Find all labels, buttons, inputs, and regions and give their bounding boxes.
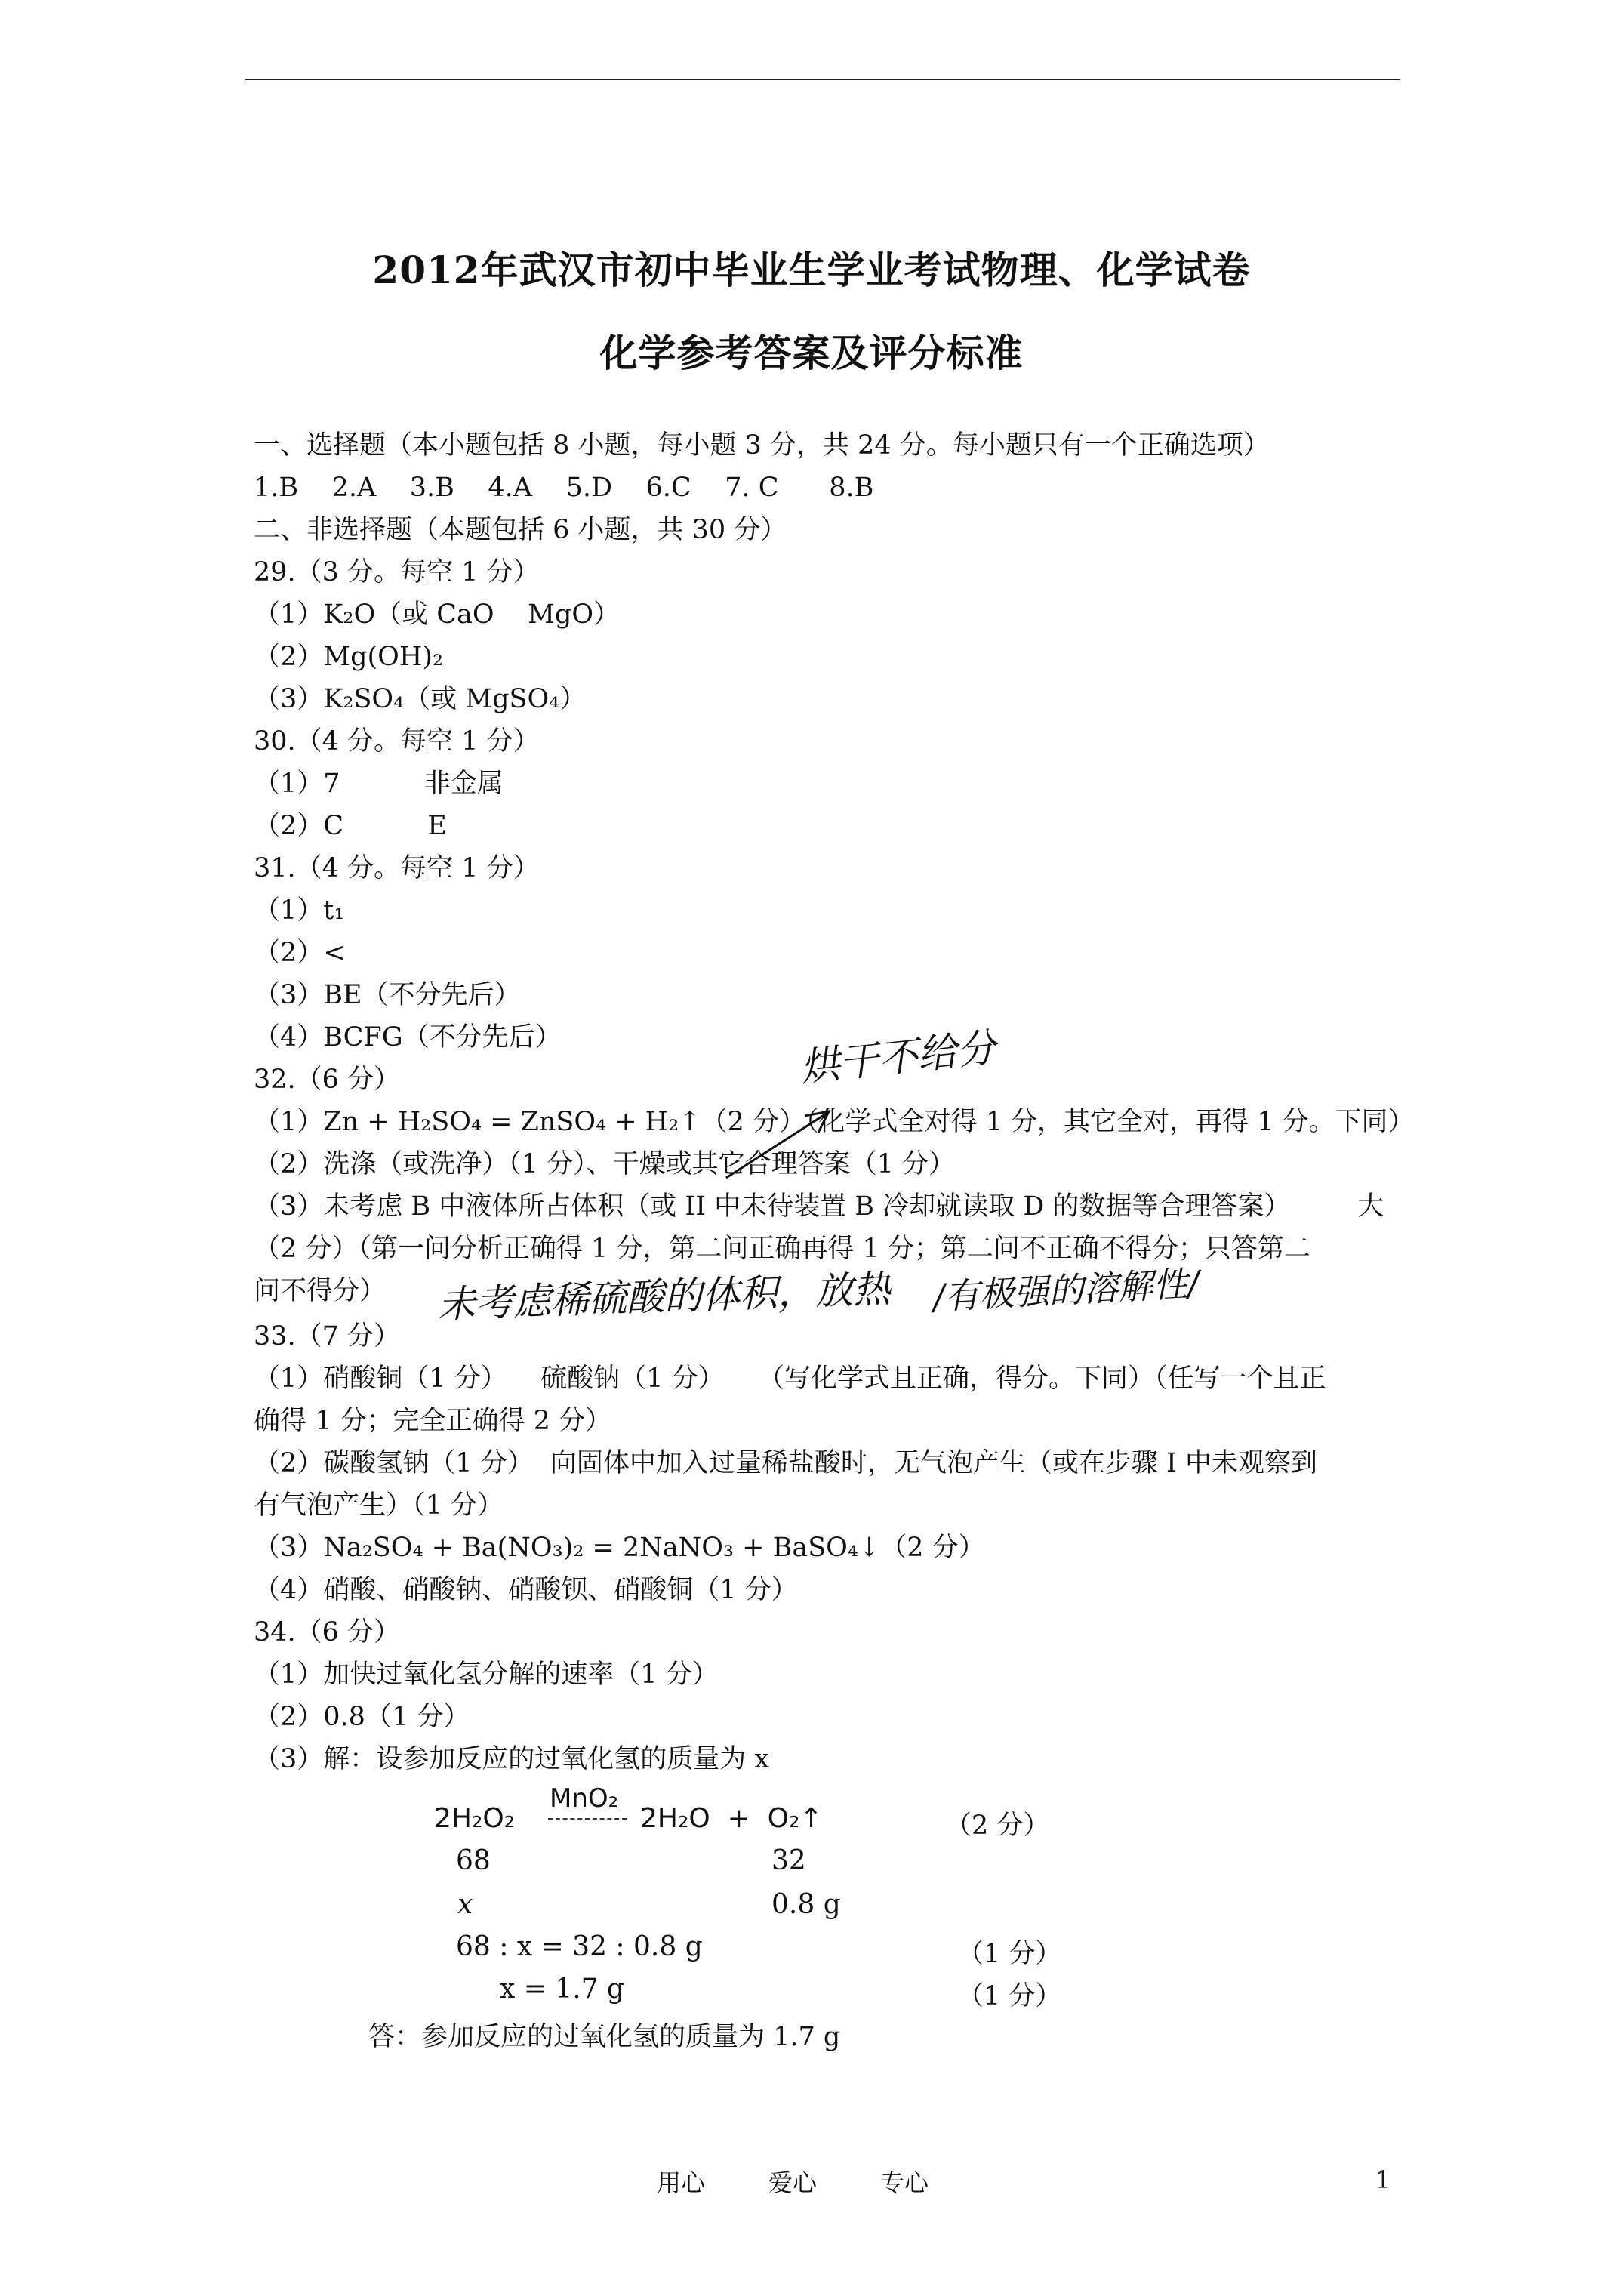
q30-answer-1: （1）7 非金属: [254, 769, 504, 799]
q29-answer-2: （2）Mg(OH)₂: [254, 642, 444, 672]
equation-left: 2H₂O₂: [434, 1803, 516, 1834]
page-number: 1: [1375, 2165, 1391, 2194]
q29-heading: 29.（3 分。每空 1 分）: [254, 557, 540, 587]
q34-heading: 34.（6 分）: [254, 1617, 401, 1647]
handwritten-note-drying: 烘干不给分: [798, 1025, 999, 1091]
page-title: 2012年武汉市初中毕业生学业考试物理、化学试卷: [372, 248, 1251, 292]
footer-item-2: 爱心: [768, 2168, 818, 2197]
q32-answer-3-end: 问不得分）: [254, 1276, 387, 1306]
q33-heading: 33.（7 分）: [254, 1321, 401, 1351]
q33-answer-1-cont: 确得 1 分；完全正确得 2 分）: [254, 1406, 612, 1436]
q32-answer-3-cont: （2 分）（第一问分析正确得 1 分，第二问正确再得 1 分；第二问不正确不得分；只答第二: [254, 1234, 1310, 1264]
q34-answer-1: （1）加快过氧化氢分解的速率（1 分）: [254, 1660, 719, 1690]
q33-answer-2-cont: 有气泡产生）（1 分）: [254, 1490, 504, 1521]
q34-answer-2: （2）0.8（1 分）: [254, 1702, 470, 1732]
q33-answer-3: （3）Na₂SO₄ + Ba(NO₃)₂ = 2NaNO₃ + BaSO₄↓（2 分）: [254, 1533, 985, 1563]
molar-mass-o2: 32: [771, 1845, 806, 1876]
q29-answer-3: （3）K₂SO₄（或 MgSO₄）: [254, 684, 587, 714]
q32-answer-2: （2）洗涤（或洗净）（1 分）、干燥或其它合理答案（1 分）: [254, 1149, 956, 1179]
q32-heading: 32.（6 分）: [254, 1065, 401, 1095]
equation-right: 2H₂O + O₂↑: [640, 1803, 823, 1834]
final-answer: 答：参加反应的过氧化氢的质量为 1.7 g: [368, 2022, 841, 2052]
q32-answer-1: （1）Zn + H₂SO₄ = ZnSO₄ + H₂↑（2 分）（化学式全对得 1 分，其它全对，再得 1 分。下同）: [254, 1107, 1415, 1137]
section-1-heading: 一、选择题（本小题包括 8 小题，每小题 3 分，共 24 分。每小题只有一个正确选项）: [254, 430, 1270, 461]
result-equation: x = 1.7 g: [500, 1974, 625, 2005]
q31-answer-1: （1）t₁: [254, 895, 345, 926]
page-subtitle: 化学参考答案及评分标准: [599, 331, 1024, 375]
q29-answer-1: （1）K₂O（或 CaO MgO）: [254, 599, 621, 630]
q33-answer-2: （2）碳酸氢钠（1 分） 向固体中加入过量稀盐酸时，无气泡产生（或在步骤 I 中未观察到: [254, 1448, 1317, 1478]
q33-answer-1: （1）硝酸铜（1 分） 硫酸钠（1 分） （写化学式且正确，得分。下同）（任写一个且正: [254, 1364, 1326, 1394]
q31-answer-4: （4）BCFG（不分先后）: [254, 1022, 562, 1052]
ratio-score: （1 分）: [957, 1939, 1062, 1969]
equation-score: （2 分）: [945, 1811, 1050, 1841]
oxygen-mass: 0.8 g: [771, 1889, 841, 1920]
unknown-x: x: [457, 1889, 473, 1920]
handwritten-note-solubility: /有极强的溶解性/: [932, 1262, 1201, 1318]
q31-heading: 31.（4 分。每空 1 分）: [254, 853, 540, 883]
equation-catalyst: MnO₂: [550, 1783, 619, 1814]
section-2-heading: 二、非选择题（本题包括 6 小题，共 30 分）: [254, 515, 787, 545]
q30-answer-2: （2）C E: [254, 811, 447, 841]
molar-mass-h2o2: 68: [456, 1845, 491, 1876]
footer-item-3: 专心: [880, 2168, 929, 2197]
q33-answer-4: （4）硝酸、硝酸钠、硝酸钡、硝酸铜（1 分）: [254, 1575, 798, 1605]
handwritten-note-volume: 未考虑稀硫酸的体积，放热: [437, 1267, 892, 1327]
choice-answers: 1.B 2.A 3.B 4.A 5.D 6.C 7. C 8.B: [254, 473, 874, 503]
q34-answer-3: （3）解：设参加反应的过氧化氢的质量为 x: [254, 1744, 770, 1774]
q32-answer-3: （3）未考虑 B 中液体所占体积（或 II 中未待装置 B 冷却就读取 D 的数据等合理答案） 大: [254, 1191, 1384, 1222]
footer-item-1: 用心: [657, 2168, 706, 2197]
q30-heading: 30.（4 分。每空 1 分）: [254, 726, 540, 757]
q31-answer-2: （2）<: [254, 938, 346, 968]
result-score: （1 分）: [957, 1981, 1062, 2011]
ratio-equation: 68 : x = 32 : 0.8 g: [456, 1931, 703, 1962]
q31-answer-3: （3）BE（不分先后）: [254, 980, 521, 1010]
